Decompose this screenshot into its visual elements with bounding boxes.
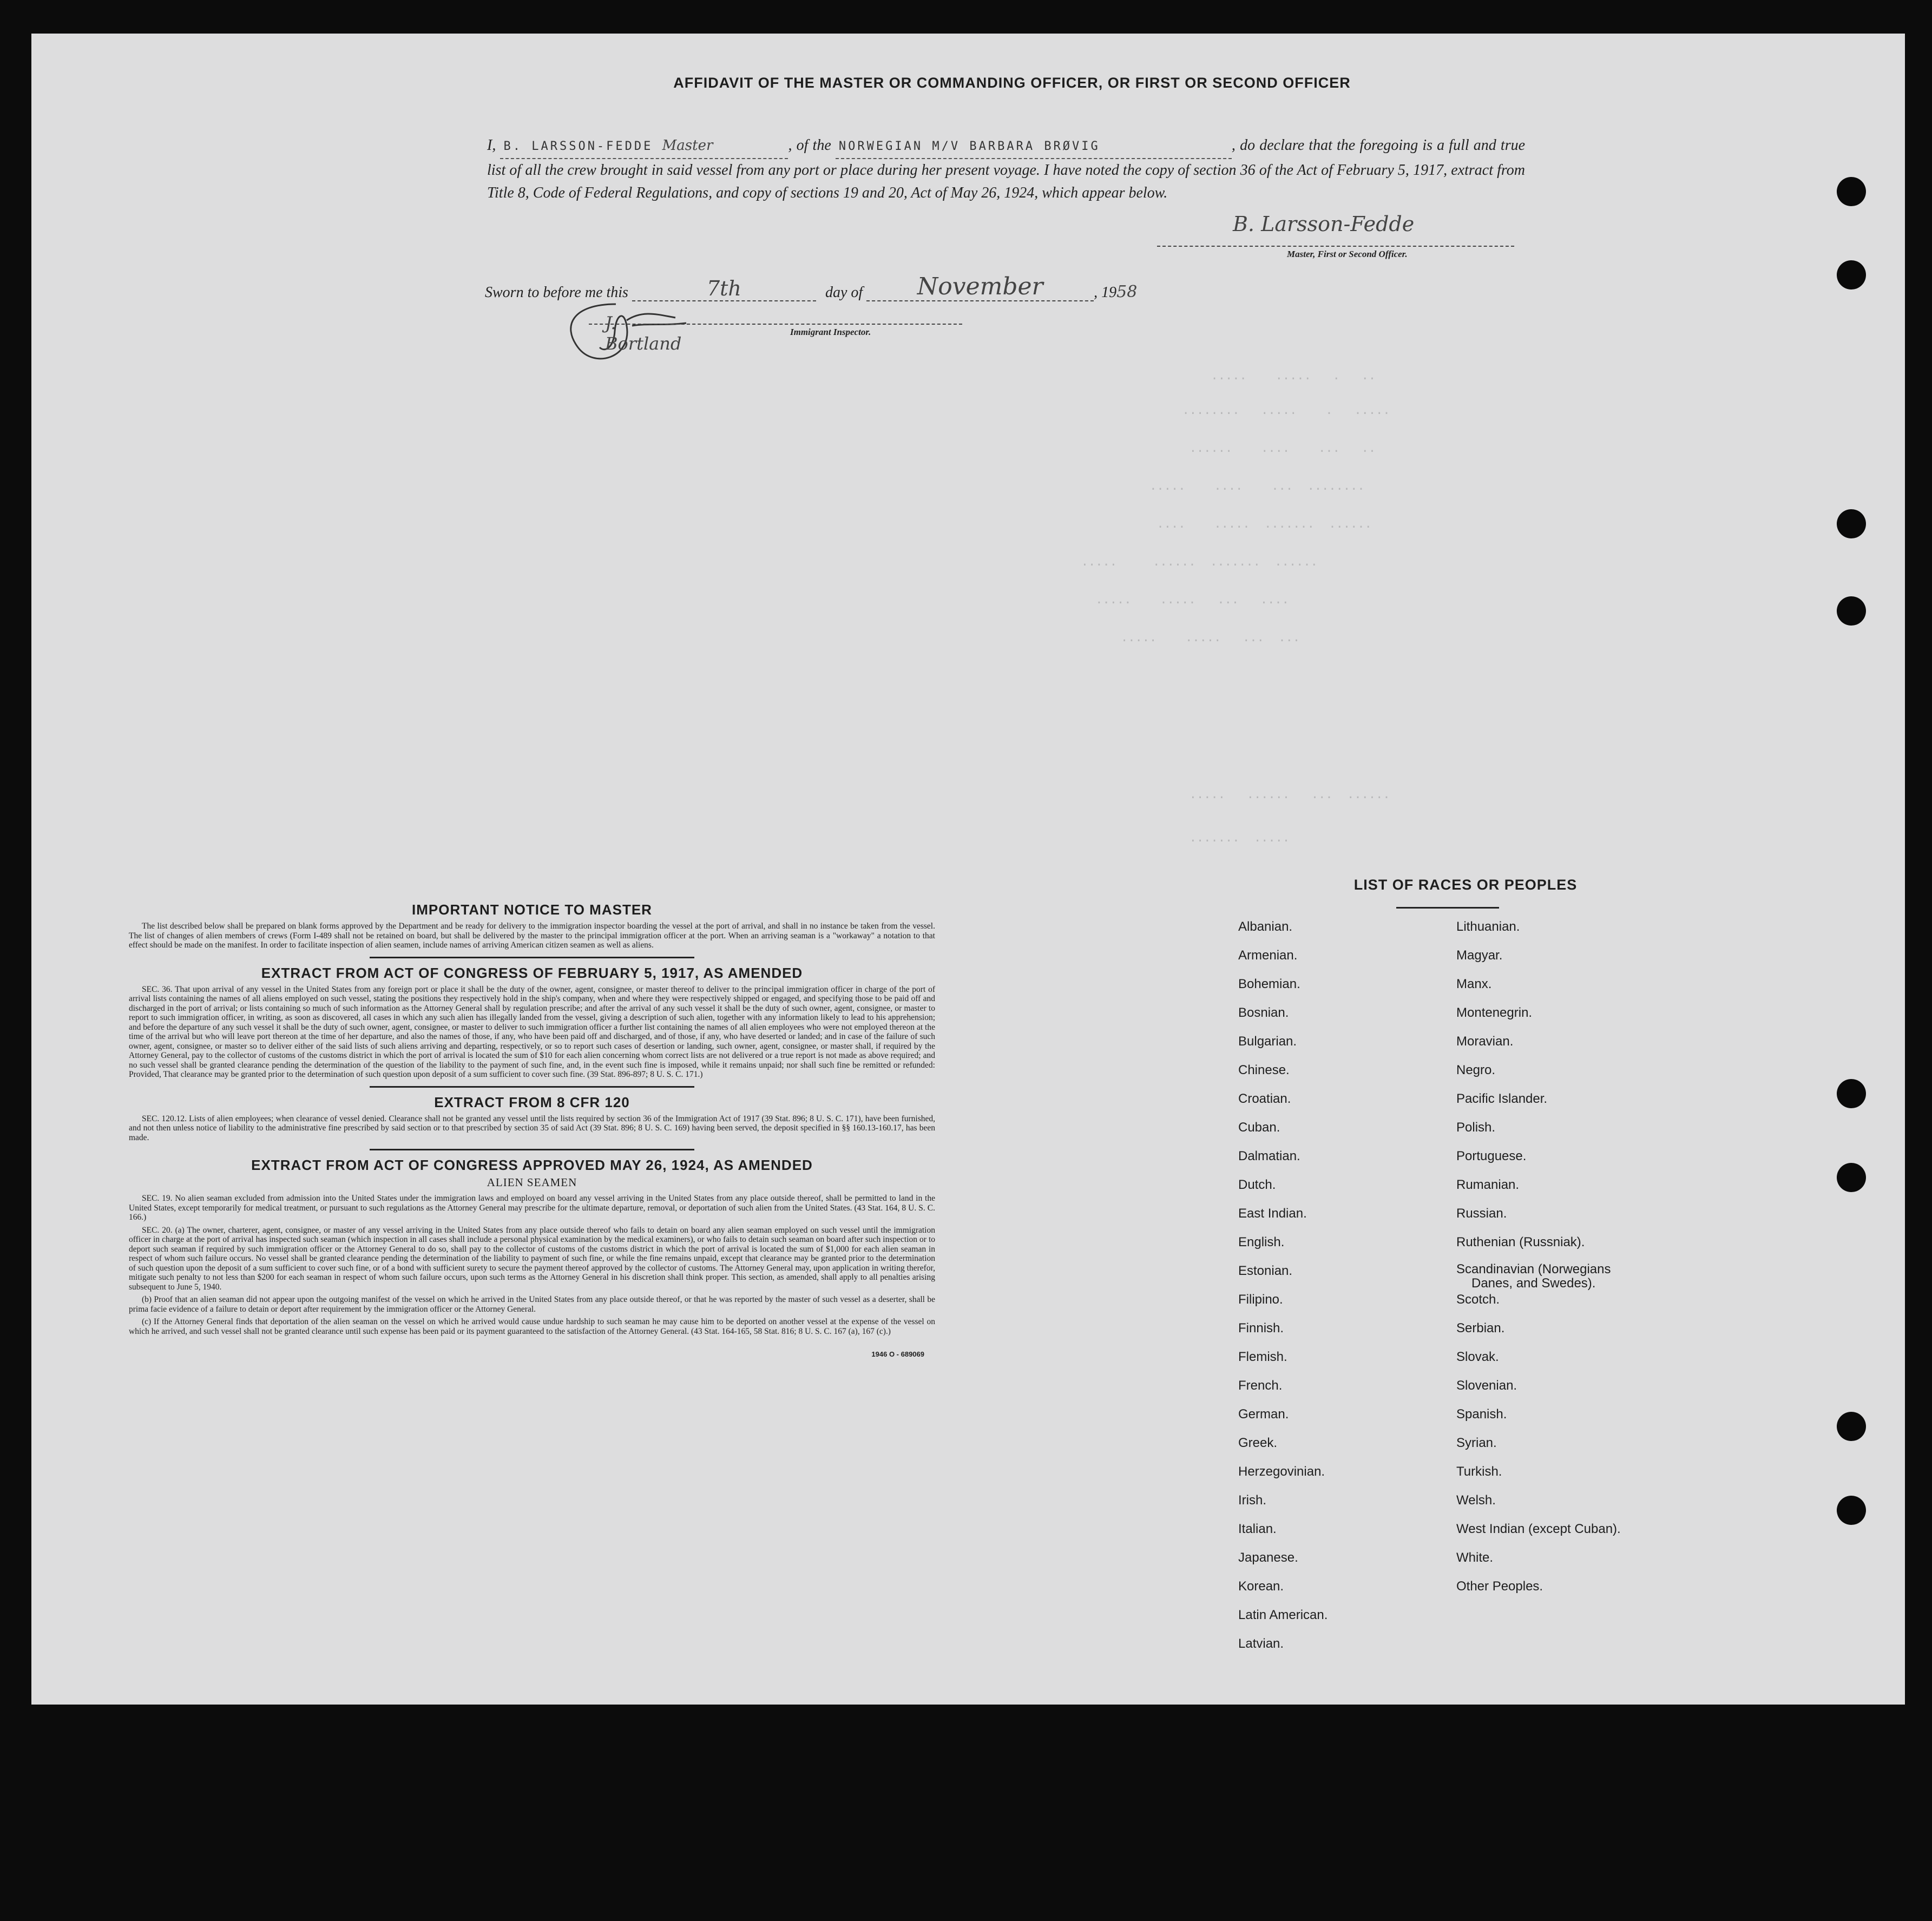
extract-1917-title: EXTRACT FROM ACT OF CONGRESS OF FEBRUARY 5, 1917, AS AMENDED [261,964,803,981]
race-item: Latvian. [1238,1636,1284,1651]
inspector-caption: Immigrant Inspector. [790,327,871,337]
punch-hole [1837,1496,1866,1525]
races-column-1 [1238,919,1444,1665]
punch-hole [1837,1412,1866,1441]
race-item: Armenian. [1238,948,1298,963]
race-item: West Indian (except Cuban). [1456,1522,1621,1536]
inspector-signature [551,293,692,377]
extract-cfr-text: SEC. 120.12. Lists of alien employees; when clearance of vessel denied. Clearance shall not be granted any vessel until the lists required by section 36 of the Immigration Act of 1917 (39 Stat. 896; 8 U. S. C. 171), have been furnished, and not then unless notice of liability to the administrative fine prescribed by said section or to that prescribed by section 35 of said Act (39 Stat. 896; 8 U. S. C. 169) having been served, the deposit specified in §§ 160.13-160.17, has been made. [129,1114,935,1142]
inspector-signature-line [589,324,962,325]
vessel-name: NORWEGIAN M/V BARBARA BRØVIG [836,135,1232,159]
race-item: Syrian. [1456,1436,1497,1450]
race-item: Turkish. [1456,1464,1502,1479]
race-item: German. [1238,1407,1289,1422]
divider [370,957,694,958]
print-code: 1946 O - 689069 [871,1350,924,1358]
race-item: Japanese. [1238,1550,1298,1565]
race-item-continued: Danes, and Swedes). [1471,1276,1596,1291]
master-signature-caption: Master, First or Second Officer. [1287,249,1408,259]
race-item: French. [1238,1378,1283,1393]
master-name: B. LARSSON-FEDDE [503,140,653,153]
race-item: Filipino. [1238,1292,1283,1307]
race-item: Moravian. [1456,1034,1514,1049]
sworn-month: November [917,273,1043,300]
race-item: Montenegrin. [1456,1005,1533,1020]
race-item: Welsh. [1456,1493,1496,1508]
race-item: Bosnian. [1238,1005,1289,1020]
race-item: English. [1238,1235,1285,1249]
inspector-signature-text: J. Bortland [605,313,682,354]
race-item: Korean. [1238,1579,1284,1594]
extract-1924-sec20b: (b) Proof that an alien seaman did not appear upon the outgoing manifest of the vessel on which he arrived in the United States from any place outside thereof, or that he was reported by the master of such vessel as a deserter, shall be prima facie evidence of a failure to detain or deport after requirement by the immigration officer or the Attorney General. [129,1295,935,1314]
race-item: Irish. [1238,1493,1267,1508]
race-item: Croatian. [1238,1091,1291,1106]
divider [370,1149,694,1150]
races-title: LIST OF RACES OR PEOPLES [1353,877,1578,893]
race-item: East Indian. [1238,1206,1307,1221]
affidavit-i: I, [487,137,496,154]
extract-1924-title: EXTRACT FROM ACT OF CONGRESS APPROVED MAY 26, 1924, AS AMENDED [251,1157,813,1173]
notice-text: The list described below shall be prepared on blank forms approved by the Department and be ready for delivery to the immigration inspector boarding the vessel at the port of arrival, and shall in no instance be taken from the vessel. The list of changes of alien members of crews (Form I-489 shall not be retained on board, but shall be delivered by the master to the principal immigration officer at the port. When an arriving seaman is a "workaway" a notation to that effect should be made on the manifest. In order to facilitate inspection of alien seamen, include names of arriving American citizen seamen as well as aliens. [129,922,935,950]
extract-1924-sec19: SEC. 19. No alien seaman excluded from admission into the United States under the immigration laws and employed on board any vessel arriving in the United States from any place outside thereof, shall be permitted to land in the United States, except temporarily for medical treatment, or pursuant to such regulations as the Attorney General may prescribe for the ultimate departure, removal, or deportation of such alien from the United States. (43 Stat. 164, 8 U. S. C. 166.) [129,1194,935,1222]
race-item: Greek. [1238,1436,1278,1450]
race-item: Herzegovinian. [1238,1464,1325,1479]
sworn-month-field [866,273,1094,301]
extract-1924-sec20c: (c) If the Attorney General finds that deportation of the alien seaman on the vessel on which he arrived would cause undue hardship to such seaman he may cause him to be deported on another vessel at the expense of the vessel on which he arrived, and such vessel shall not be granted clearance until such expense has been paid or its payment guaranteed to the satisfaction of the Attorney General. (43 Stat. 164-165, 58 Stat. 816; 8 U. S. C. 167 (a), 167 (c).) [129,1317,935,1336]
race-item: Manx. [1456,977,1492,991]
sworn-day: 7th [706,277,741,300]
affidavit-declaration [487,134,1525,205]
race-item: Albanian. [1238,919,1293,934]
races-column-2 [1456,919,1727,1607]
race-item: Rumanian. [1456,1177,1520,1192]
legal-notices [129,902,935,1358]
race-item: Negro. [1456,1063,1496,1077]
race-item: Scotch. [1456,1292,1500,1307]
document-page: ····· ····· · ·· ········ ····· · ····· ······ ···· ··· ·· ····· ···· ··· ········ ···· ····· ······· ······ ····· ······ ······· ······ ····· ····· ··· ···· ····· ····· ··· ··· ····· ······ ··· ······ ······· ····· AFFIDAVIT OF THE MASTER OR COMMANDING OFFICER, OR FIRST OR SECOND OFFICER I, B. LARSSON-FEDDE Master , of the NORWEGIAN M/V BARBARA BRØVIG , do declare that the foregoing is a full and true list of all the crew brought in said vessel from any port or place during her present voyage. I have noted the copy of section 36 of the Act of February 5, 1917, extract from Title 8, Code of Federal Regulations, and copy of sections 19 and 20, Act of May 26, 1924, which appear below. B. Larsson-Fedde Master, First or Second Officer. Sworn to before me this 7th day of November , 1958 J. Bortland Immigrant Inspector. IMPORTANT NOTICE TO MASTER The list described below shall be prepared on blank forms approved by the Department and be ready for delivery to the immigration inspector boarding the vessel at the port of arrival, and shall in no instance be taken from the vessel. The list of changes of alien members of crews (Form I-489 shall not be retained on board, but shall be delivered by the master to the principal immigration officer at the port. When an arriving seaman is a "workaway" a notation to that effect should be made on the manifest. In order to facilitate inspection of alien seamen, include names of arriving American citizen seamen as well as aliens. EXTRACT FROM ACT OF CONGRESS OF FEBRUARY 5, 1917, AS AMENDED SEC. 36. That upon arrival of any vessel in the United States from any foreign port or place it shall be the duty of the owner, agent, consignee, or master thereof to deliver to the principal immigration officer in charge of the port of arrival lists containing the names of all aliens employed on such vessel, stating the positions they respectively hold in the ship's company, when and where they were respectively shipped or engaged, and specifying those to be paid off and discharged in the port of arrival; or lists containing so much of such information as the Attorney General shall by regulation prescribe; and after the arrival of any such vessel it shall be the duty of such owner, agent, consignee, or master to report to such immigration officer, in writing, as soon as discovered, all cases in which any such alien has illegally landed from the vessel, giving a description of such alien, together with any information likely to lead to his apprehension; and before the departure of any such vessel it shall be the duty of such owner, agent, consignee, or master to deliver to such immigration officer a further list containing the names of all alien employees who were not employed thereon at the time of the arrival but who will leave port thereon at the time of her departure, and also the names of those, if any, who have been paid off and discharged, and of those, if any, who have deserted or landed; and in case of the failure of such owner, agent, consignee, or master so to deliver either of the said lists of such aliens arriving and departing, respectively, or so to report such cases of desertion or landing, such owner, agent, consignee, or master shall, if required by the Attorney General, pay to the collector of customs of the customs district in which the port of arrival is located the sum of $10 for each alien concerning whom correct lists are not delivered or a true report is not made as above required; and no such vessel shall be granted clearance pending the determination of the question of the liability to the payment of such fine, and, in the event such fine is imposed, while it remains unpaid; nor shall such fine be remitted or refunded: Provided, That clearance may be granted prior to the determination of such question upon deposit of a sum sufficient to cover such fine. (39 Stat. 896-897; 8 U. S. C. 171.) EXTRACT FROM 8 CFR 120 SEC. 120.12. Lists of alien employees; when clearance of vessel denied. Clearance shall not be granted any vessel until the lists required by section 36 of the Immigration Act of 1917 (39 Stat. 896; 8 U. S. C. 171), have been furnished, and not then unless notice of liability to the administrative fine prescribed by said section or to that prescribed by section 35 of said Act (39 Stat. 896; 8 U. S. C. 169) having been served, the deposit specified in §§ 160.13-160.17, has been made. EXTRACT FROM ACT OF CONGRESS APPROVED MAY 26, 1924, AS AMENDED ALIEN SEAMEN SEC. 19. No alien seaman excluded from admission into the United States under the immigration laws and employed on board any vessel arriving in the United States from any place outside thereof, shall be permitted to land in the United States, except temporarily for medical treatment, or pursuant to such regulations as the Attorney General may prescribe for the ultimate departure, removal, or deportation of such alien from the United States. (43 Stat. 164, 8 U. S. C. 166.) SEC. 20. (a) The owner, charterer, agent, consignee, or master of any vessel arriving in the United States from any place outside thereof who fails to detain on board any alien seaman employed on such vessel until the immigration officer in charge at the port of arrival has inspected such seaman (which inspection in all cases shall include a personal physical examination by the medical examiners), or who fails to detain such seaman on board after such inspection or to deport such seaman if required by such immigration officer or the Attorney General to do so, shall pay to the collector of customs of the customs district in which the port of arrival is located the sum of $1,000 for each alien seaman in respect of whom such failure occurs. No vessel shall be granted clearance pending the determination of the liability to payment of such fine, or while the fine remains unpaid, except that clearance may be granted prior to the determination of such question upon the deposit of a sum sufficient to cover such fine, or of a bond with sufficient surety to secure the payment thereof approved by the collector of customs. The Attorney General may, upon application in writing therefor, mitigate such penalty to not less than $200 for each seaman in respect of whom such failure occurs, upon such terms as the Attorney General in his discretion shall think proper. This section, as amended, shall apply to all penalties arising subsequent to June 5, 1940. (b) Proof that an alien seaman did not appear upon the outgoing manifest of the vessel on which he arrived in the United States from any place outside thereof, or that he was reported by the master of such vessel as a deserter, shall be prima facie evidence of a failure to detain or deport after requirement by the immigration officer or the Attorney General. (c) If the Attorney General finds that deportation of the alien seaman on the vessel on which he arrived would cause undue hardship to such seaman he may cause him to be deported on another vessel at the expense of the vessel on which he arrived, and such vessel shall not be granted clearance until such expense has been paid or its payment guaranteed to the satisfaction of the Attorney General. (43 Stat. 164-165, 58 Stat. 816; 8 U. S. C. 167 (a), 167 (c).) 1946 O - 689069 LIST OF RACES OR PEOPLES Albanian. Armenian. Bohemian. Bosnian. Bulgarian. Chinese. Croatian. Cuban. Dalmatian. Dutch. East Indian. English. Estonian. Filipino. Finnish. Flemish. French. German. Greek. Herzegovinian. Irish. Italian. Japanese. Korean. Latin American. Latvian. Lithuanian. Magyar. Manx. Montenegrin. Moravian. Negro. Pacific Islander. Polish. Portuguese. Rumanian. Russian. Ruthenian (Russniak). Scandinavian (Norwegians Danes, and Swedes). Scotch. Serbian. Slovak. Slovenian. Spanish. Syrian. Turkish. Welsh. West Indian (except Cuban). White. Other Peoples. [31,34,1905,1705]
race-item: Estonian. [1238,1264,1293,1278]
affidavit-body: that the foregoing is a full and true list of all the crew brought in said vessel from any port or place during her present voyage. I have noted the copy of section 36 of the Act of February 5, 1917, extract from Title 8, Code of Federal Regulations, and copy of sections 19 and 20, Act of May 26, 1924, which appear below. [487,137,1526,201]
punch-hole [1837,260,1866,290]
race-item: White. [1456,1550,1494,1565]
race-item: Dutch. [1238,1177,1276,1192]
notice-title: IMPORTANT NOTICE TO MASTER [412,902,652,918]
race-item: Polish. [1456,1120,1496,1135]
master-signature-line [1157,246,1514,247]
sworn-label: Sworn to before me this [485,284,628,301]
race-item: Scandinavian (Norwegians [1456,1262,1611,1277]
race-item: Bohemian. [1238,977,1300,991]
punch-hole [1837,1163,1866,1192]
affidavit-title: AFFIDAVIT OF THE MASTER OR COMMANDING OFFICER, OR FIRST OR SECOND OFFICER [673,75,1351,91]
race-item: Russian. [1456,1206,1507,1221]
race-item: Slovenian. [1456,1378,1517,1393]
punch-hole [1837,1079,1866,1108]
day-of-label: day of [825,284,863,301]
declare-label: , do declare [1231,137,1305,154]
race-item: Dalmatian. [1238,1149,1300,1163]
sworn-year: 58 [1116,282,1138,301]
race-item: Other Peoples. [1456,1579,1543,1594]
races-divider [1396,907,1499,909]
extract-1917-text: SEC. 36. That upon arrival of any vessel in the United States from any foreign port or place it shall be the duty of the owner, agent, consignee, or master thereof to deliver to the principal immigration officer in charge of the port of arrival lists containing the names of all aliens employed on such vessel, stating the positions they respectively hold in the ship's company, when and where they were respectively shipped or engaged, and specifying those to be paid off and discharged in the port of arrival; or lists containing so much of such information as the Attorney General shall by regulation prescribe; and after the arrival of any such vessel it shall be the duty of such owner, agent, consignee, or master to report to such immigration officer, in writing, as soon as discovered, all cases in which any such alien has illegally landed from the vessel, giving a description of such alien, together with any information likely to lead to his apprehension; and before the departure of any such vessel it shall be the duty of such owner, agent, consignee, or master to deliver to such immigration officer a further list containing the names of all alien employees who were not employed thereon at the time of the arrival but who will leave port thereon at the time of her departure, and also the names of those, if any, who have been paid off and discharged, and of those, if any, who have deserted or landed; and in case of the failure of such owner, agent, consignee, or master so to deliver either of the said lists of such aliens arriving and departing, respectively, or so to report such cases of desertion or landing, such owner, agent, consignee, or master shall, if required by the Attorney General, pay to the collector of customs of the customs district in which the port of arrival is located the sum of $10 for each alien concerning whom correct lists are not delivered or a true report is not made as above required; and no such vessel shall be granted clearance pending the determination of the question of the liability to the payment of such fine, and, in the event such fine is imposed, while it remains unpaid; nor shall such fine be remitted or refunded: Provided, That clearance may be granted prior to the determination of such question upon deposit of a sum sufficient to cover such fine. (39 Stat. 896-897; 8 U. S. C. 171.) [129,984,935,1079]
race-item: Portuguese. [1456,1149,1527,1163]
race-item: Slovak. [1456,1350,1499,1364]
race-item: Lithuanian. [1456,919,1520,934]
race-item: Finnish. [1238,1321,1284,1336]
race-item: Flemish. [1238,1350,1287,1364]
race-item: Bulgarian. [1238,1034,1297,1049]
race-item: Serbian. [1456,1321,1505,1336]
punch-hole [1837,177,1866,206]
race-item: Cuban. [1238,1120,1280,1135]
master-signature: B. Larsson-Fedde [1233,212,1415,236]
race-item: Spanish. [1456,1407,1507,1422]
race-item: Pacific Islander. [1456,1091,1548,1106]
master-name-field [500,134,788,159]
race-item: Magyar. [1456,948,1503,963]
extract-cfr-title: EXTRACT FROM 8 CFR 120 [434,1094,630,1110]
of-the-label: , of the [788,137,831,154]
race-item: Italian. [1238,1522,1277,1536]
year-prefix: , 19 [1094,284,1117,301]
master-rank: Master [662,137,713,154]
punch-hole [1837,596,1866,626]
race-item: Ruthenian (Russniak). [1456,1235,1585,1249]
extract-1924-subtitle: ALIEN SEAMEN [487,1176,577,1189]
extract-1924-sec20a: SEC. 20. (a) The owner, charterer, agent, consignee, or master of any vessel arriving in the United States from any place outside thereof who fails to detain on board any alien seaman employed on such vessel until the immigration officer in charge at the port of arrival has inspected such seaman (which inspection in all cases shall include a personal physical examination by the medical examiners), or who fails to detain such seaman on board after such inspection or to deport such seaman if required by such immigration officer or the Attorney General to do so, shall pay to the collector of customs of the customs district in which the port of arrival is located the sum of $1,000 for each alien seaman in respect of whom such failure occurs. No vessel shall be granted clearance pending the determination of the liability to payment of such fine, or while the fine remains unpaid, except that clearance may be granted prior to the determination of such question upon the deposit of a sum sufficient to cover such fine, or of a bond with sufficient surety to secure the payment thereof approved by the collector of customs. The Attorney General may, upon application in writing therefor, mitigate such penalty to not less than $200 for each seaman in respect of whom such failure occurs, upon such terms as the Attorney General in his discretion shall think proper. This section, as amended, shall apply to all penalties arising subsequent to June 5, 1940. [129,1225,935,1292]
divider [370,1086,694,1088]
punch-hole [1837,509,1866,538]
race-item: Latin American. [1238,1608,1328,1622]
race-item: Chinese. [1238,1063,1290,1077]
